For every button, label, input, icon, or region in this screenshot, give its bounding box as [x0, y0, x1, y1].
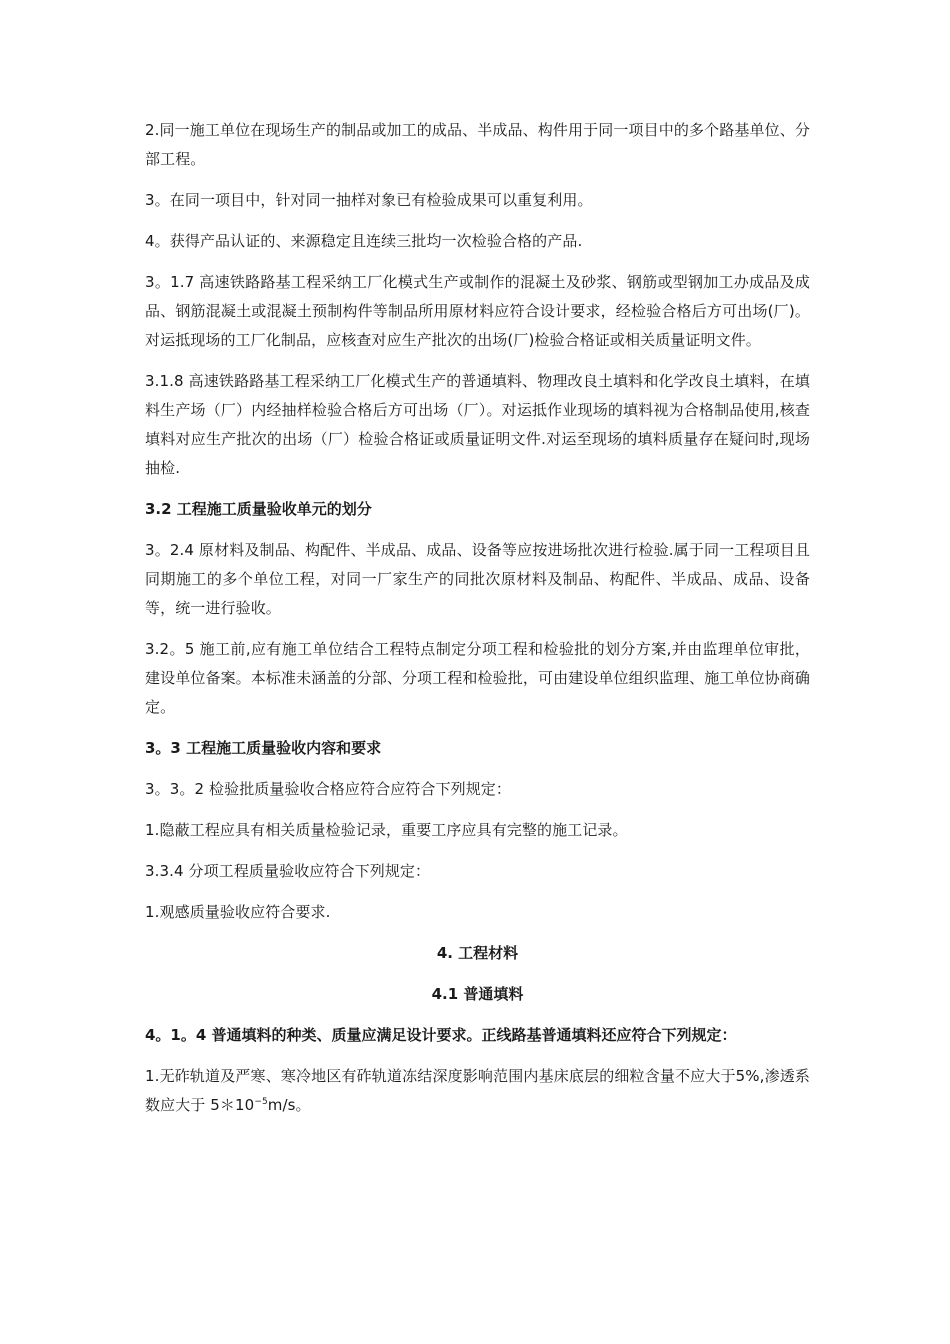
section-heading-centered: 4.1 普通填料 [431, 985, 524, 1003]
document-page [145, 116, 810, 1132]
paragraph: 3.1.8 高速铁路路基工程采纳工厂化模式生产的普通填料、物理改良土填料和化学改良土填料，在填料生产场（厂）内经抽样检验合格后方可出场（厂）。对运抵作业现场的填料视为合格制品使用,核查填料对应生产批次的出场（厂）检验合格证或质量证明文件.对运至现场的填料质量存在疑问时,现场抽检. [145, 372, 810, 477]
chapter-heading: 4. 工程材料 [436, 944, 519, 962]
paragraph: 3.3.4 分项工程质量验收应符合下列规定： [145, 862, 431, 880]
paragraph: 3.2。5 施工前,应有施工单位结合工程特点制定分项工程和检验批的划分方案,并由监理单位审批，建设单位备案。本标准未涵盖的分部、分项工程和检验批，可由建设单位组织监理、施工单位协商确定。 [145, 640, 810, 716]
paragraph-text-unit: m/s。 [267, 1096, 311, 1114]
section-heading: 3.2 工程施工质量验收单元的划分 [145, 500, 372, 518]
clause-heading: 4。1。4 普通填料的种类、质量应满足设计要求。正线路基普通填料还应符合下列规定： [145, 1026, 737, 1044]
section-heading: 3。3 工程施工质量验收内容和要求 [145, 739, 382, 757]
paragraph: 3。3。2 检验批质量验收合格应符合应符合下列规定： [145, 780, 512, 798]
paragraph: 3。1.7 高速铁路路基工程采纳工厂化模式生产或制作的混凝土及砂浆、钢筋或型钢加工办成品及成品、钢筋混凝土或混凝土预制构件等制品所用原材料应符合设计要求，经检验合格后方可出场(厂)。对运抵现场的工厂化制品，应核查对应生产批次的出场(厂)检验合格证或相关质量证明文件。 [145, 273, 810, 349]
exponent: −5 [254, 1097, 268, 1107]
paragraph: 2.同一施工单位在现场生产的制品或加工的成品、半成品、构件用于同一项目中的多个路基单位、分部工程。 [145, 121, 810, 168]
paragraph-text: 1.无砟轨道及严寒、寒冷地区有砟轨道冻结深度影响范围内基床底层的细粒含量不应大于5%,渗透系数应大于 5＊10 [145, 1067, 810, 1114]
paragraph: 4。获得产品认证的、来源稳定且连续三批均一次检验合格的产品. [145, 232, 583, 250]
paragraph: 1.隐蔽工程应具有相关质量检验记录，重要工序应具有完整的施工记录。 [145, 821, 628, 839]
paragraph: 3。在同一项目中，针对同一抽样对象已有检验成果可以重复利用。 [145, 191, 593, 209]
paragraph-last [145, 1062, 810, 1120]
paragraph: 3。2.4 原材料及制品、构配件、半成品、成品、设备等应按进场批次进行检验.属于同一工程项目且同期施工的多个单位工程，对同一厂家生产的同批次原材料及制品、构配件、半成品、成品、设备等，统一进行验收。 [145, 541, 810, 617]
paragraph: 1.观感质量验收应符合要求. [145, 903, 331, 921]
